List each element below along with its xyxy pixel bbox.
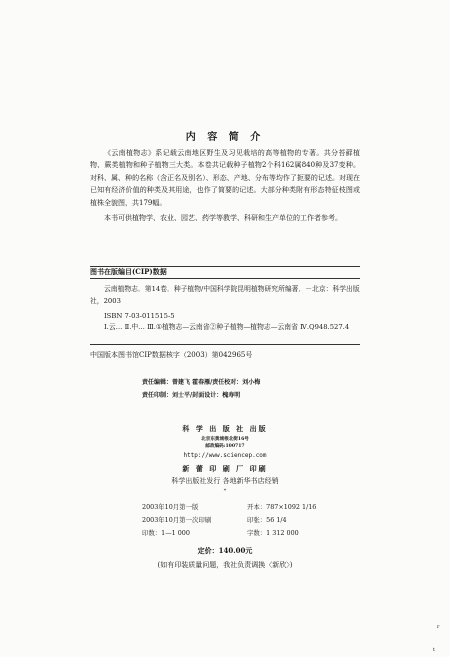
- cip-description: 云南植物志．第14卷．种子植物/中国科学院昆明植物研究所编著．－北京：科学出版社，2003: [90, 285, 360, 306]
- cip-classification: Ⅰ.云… Ⅱ.中… Ⅲ.①植物志—云南省②种子植物—植物志—云南省 Ⅳ.Q948.527.4: [104, 323, 350, 331]
- words-info: 字数：1 312 000: [247, 529, 299, 537]
- intro-text-1: 《云南植物志》系记载云南地区野生及习见栽培的高等植物的专著。共分苔藓植物、蕨类植物和种子植物三大类。本卷共记载种子植物2个科162属840种及37变种。对科、属、种的名称（含正名及别名）、形态、产地、分布等均作了扼要的记述。对现在已知有经济价值的种类及其用途，也作了简要的记述。大部分种类附有形态特征枝图或植株全貌图，共179幅。: [90, 149, 360, 207]
- edition-info: 2003年10月第一版: [142, 503, 199, 511]
- publisher-url: http://www.sciencep.com: [183, 452, 267, 459]
- editors-line: 责任编辑：曾建飞 霍春雁/责任校对：刘小梅: [142, 379, 261, 386]
- distribution-line: 科学出版社发行 各地新华书店经销: [171, 477, 279, 485]
- intro-title: 内 容 简 介: [185, 132, 265, 143]
- separator-star: *: [223, 488, 227, 494]
- corner-mark-lower: t: [433, 647, 436, 653]
- cip-number: 中国版本图书馆CIP数据核字（2003）第042965号: [90, 351, 253, 359]
- copies-info: 印数：1—1 000: [142, 529, 190, 537]
- publisher-address: 北京东黄城根北街16号: [201, 437, 249, 442]
- quality-notice: (如有印装质量问题，我社负责调换〈新欣〉): [157, 561, 293, 569]
- intro-paragraph-2: [90, 212, 360, 224]
- publisher-name: 科 学 出 版 社 出版: [182, 424, 268, 433]
- cip-rule-header: [90, 278, 360, 279]
- price: 定价：140.00元: [197, 546, 253, 555]
- printer-name: 新 蕾 印 刷 厂 印刷: [182, 464, 268, 473]
- cip-heading: 图书在版编目(CIP)数据: [90, 267, 167, 276]
- intro-text-2: 本书可供植物学、农业、园艺、药学等教学、科研和生产单位的工作者参考。: [104, 214, 342, 222]
- intro-paragraph-1: [90, 147, 360, 209]
- corner-mark-upper: r: [437, 624, 440, 630]
- format-info: 开本：787×1092 1/16: [247, 503, 317, 511]
- printing-info: 2003年10月第一次印刷: [142, 516, 212, 524]
- cip-isbn: ISBN 7-03-011515-5: [104, 312, 175, 320]
- sheets-info: 印张：56 1/4: [247, 516, 287, 524]
- cip-rule-bottom: [90, 344, 360, 345]
- production-line: 责任印制：刘士平/封面设计：槐寿明: [142, 392, 241, 399]
- publisher-zip: 邮政编码:100717: [205, 444, 245, 449]
